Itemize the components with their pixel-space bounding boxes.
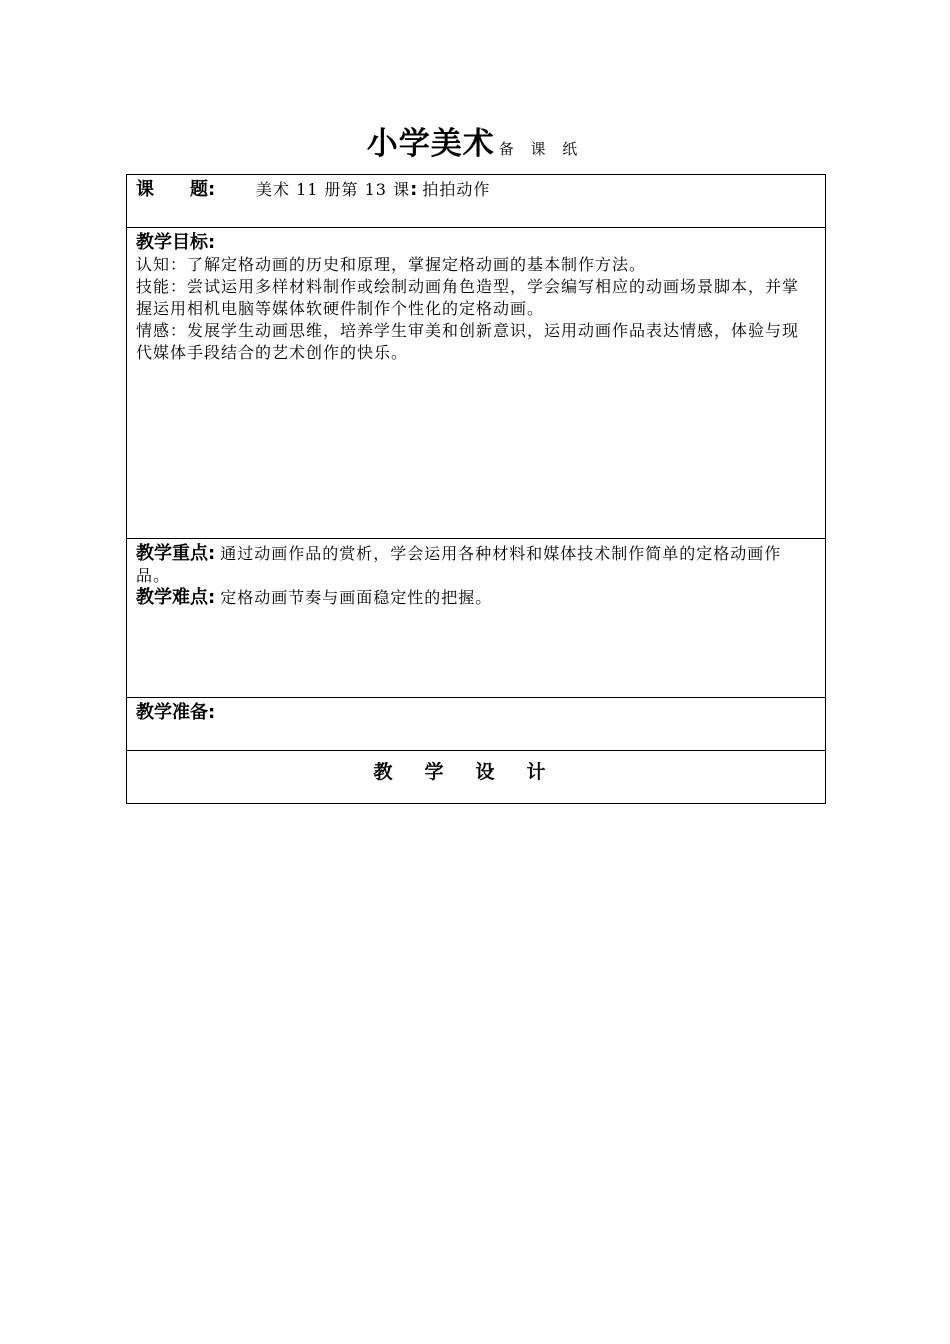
goal-skills: 技能：尝试运用多样材料制作或绘制动画角色造型，学会编写相应的动画场景脚本，并掌握运用相机电脑等媒体软硬件制作个性化的定格动画。 [136,277,800,318]
goals-cell [127,228,826,539]
key-points-label: 教学重点: [136,543,216,564]
preparation-cell [127,698,826,751]
goals-label: 教学目标: [136,232,216,253]
preparation-label: 教学准备: [136,702,216,723]
key-points-text: 通过动画作品的赏析，学会运用各种材料和媒体技术制作简单的定格动画作品。 [136,544,782,585]
difficulties-label: 教学难点: [136,587,216,608]
goal-emotion: 情感：发展学生动画思维，培养学生审美和创新意识，运用动画作品表达情感，体验与现代媒体手段结合的艺术创作的快乐。 [136,321,800,362]
topic-name: 拍拍动作 [422,180,491,199]
key-points-cell [127,539,826,698]
goal-cognition: 认知：了解定格动画的历史和原理，掌握定格动画的基本制作方法。 [136,255,647,274]
key-points-paragraph [136,543,815,587]
key-points-row [127,539,826,698]
design-row [127,751,826,804]
lesson-plan-table [126,174,826,804]
topic-row [127,175,826,228]
document-title [0,118,950,163]
difficulties-text: 定格动画节奏与画面稳定性的把握。 [220,588,493,607]
topic-book: 美术 11 册第 13 课 [256,180,411,199]
topic-separator: : [410,179,418,200]
topic-cell [127,175,826,228]
preparation-row [127,698,826,751]
title-subtitle: 备 课 纸 [498,140,584,158]
difficulties-paragraph [136,587,815,609]
title-main: 小学美术 [366,126,495,162]
goals-row [127,228,826,539]
topic-label: 课 题: [136,179,216,200]
design-cell [127,751,826,804]
design-title: 教学设计 [373,761,578,783]
